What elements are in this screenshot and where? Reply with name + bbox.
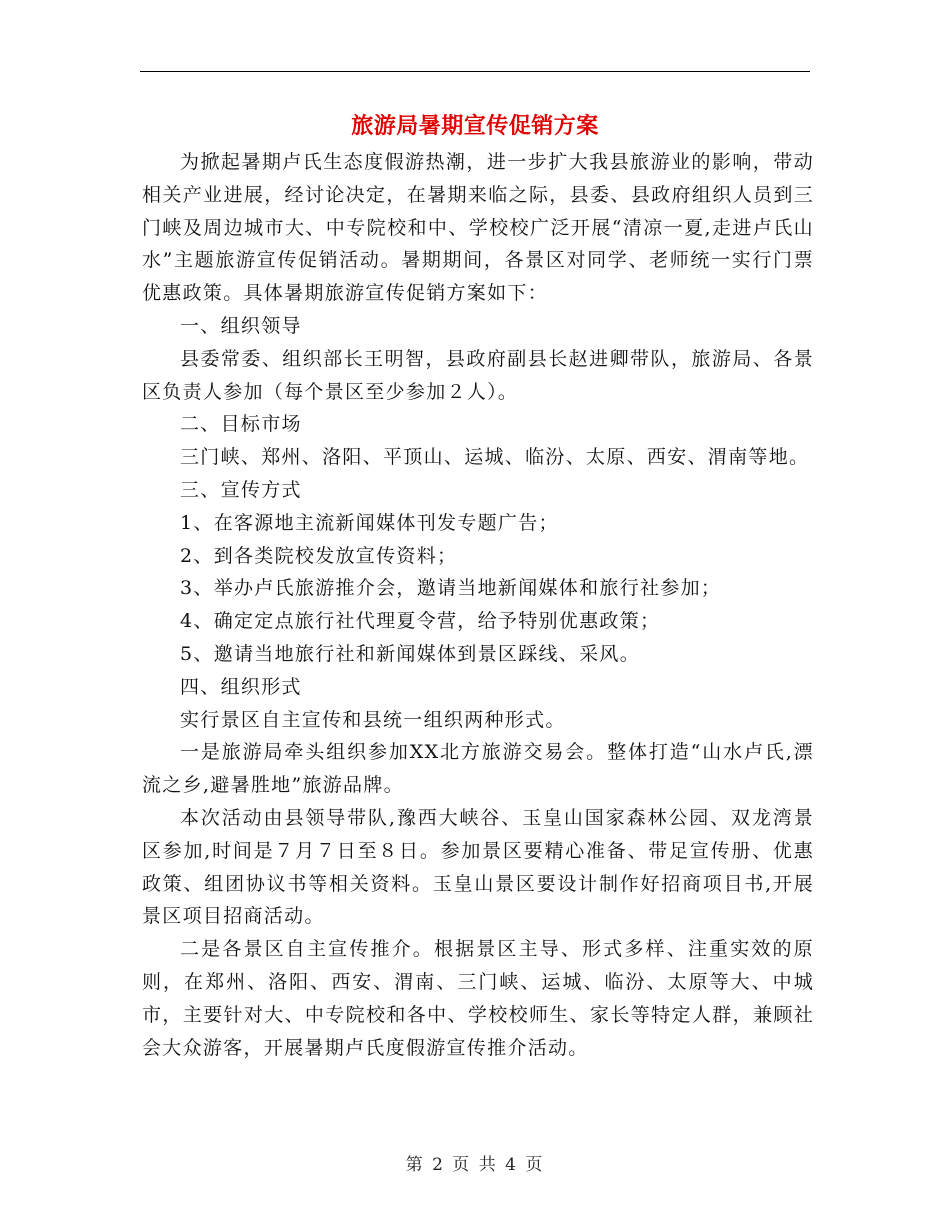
- intro-paragraph: 为掀起暑期卢氏生态度假游热潮，进一步扩大我县旅游业的影响，带动相关产业进展，经讨论决定，在暑期来临之际，县委、县政府组织人员到三门峡及周边城市大、中专院校和中、学校校广泛开展“清凉一夏,走进卢氏山水”主题旅游宣传促销活动。暑期期间，各景区对同学、老师统一实行门票优惠政策。具体暑期旅游宣传促销方案如下：: [142, 151, 814, 305]
- body-paragraph: 三门峡、郑州、洛阳、平顶山、运城、临汾、太原、西安、渭南等地。: [180, 446, 810, 469]
- body-paragraph: 一是旅游局牵头组织参加XX北方旅游交易会。整体打造“山水卢氏,漂流之乡,避暑胜地”旅游品牌。: [142, 741, 814, 797]
- body-paragraph: 县委常委、组织部长王明智，县政府副县长赵进卿带队，旅游局、各景区负责人参加（每个景区至少参加２人）。: [142, 347, 814, 403]
- section-heading-organization: 一、组织领导: [180, 314, 302, 337]
- list-item: 1、在客源地主流新闻媒体刊发专题广告；: [180, 511, 559, 534]
- body-paragraph: 实行景区自主宣传和县统一组织两种形式。: [180, 708, 566, 731]
- document-title: 旅游局暑期宣传促销方案: [351, 113, 599, 139]
- body-paragraph: 二是各景区自主宣传推介。根据景区主导、形式多样、注重实效的原则，在郑州、洛阳、西安、渭南、三门峡、运城、临汾、太原等大、中城市，主要针对大、中专院校和各中、学校校师生、家长等特定人群，兼顾社会大众游客，开展暑期卢氏度假游宣传推介活动。: [142, 938, 814, 1059]
- page-number-footer: 第 2 页 共 4 页: [405, 1155, 545, 1175]
- body-paragraph: 本次活动由县领导带队,豫西大峡谷、玉皇山国家森林公园、双龙湾景区参加,时间是７月７日至８日。参加景区要精心准备、带足宣传册、优惠政策、组团协议书等相关资料。玉皇山景区要设计制作好招商项目书,开展景区项目招商活动。: [142, 806, 814, 928]
- section-heading-publicity-methods: 三、宣传方式: [180, 478, 302, 501]
- list-item: 2、到各类院校发放宣传资料；: [180, 544, 458, 567]
- section-heading-target-market: 二、目标市场: [180, 413, 302, 436]
- list-item: 3、举办卢氏旅游推介会，邀请当地新闻媒体和旅行社参加；: [180, 577, 722, 600]
- list-item: 5、邀请当地旅行社和新闻媒体到景区踩线、采风。: [180, 642, 640, 665]
- document-body: [142, 146, 814, 1064]
- list-item: 4、确定定点旅行社代理夏令营，给予特别优惠政策；: [180, 610, 661, 633]
- header-rule: [140, 71, 810, 72]
- section-heading-organization-form: 四、组织形式: [180, 675, 302, 698]
